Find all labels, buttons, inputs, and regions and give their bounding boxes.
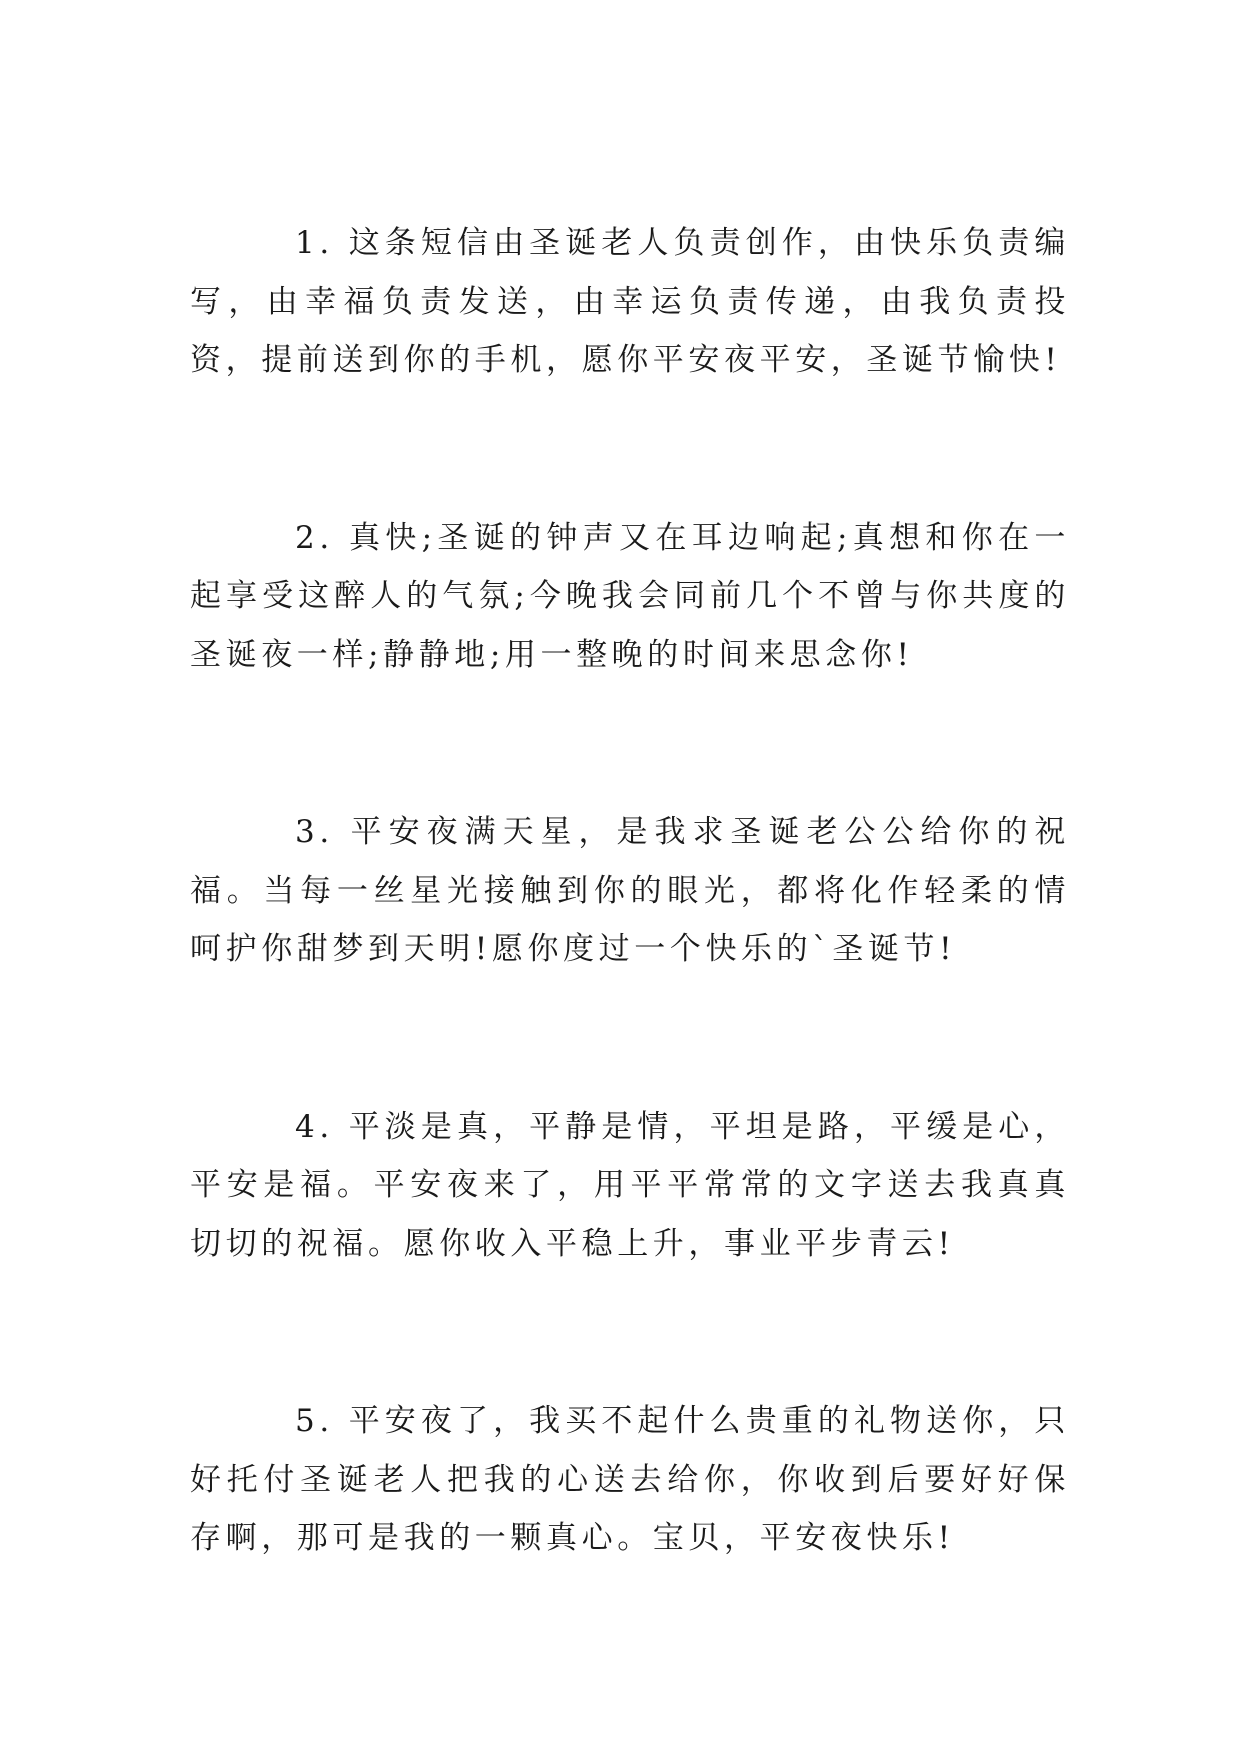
greeting-paragraph-1: 1. 这条短信由圣诞老人负责创作，由快乐负责编写，由幸福负责发送，由幸运负责传递，由我负责投资，提前送到你的手机，愿你平安夜平安，圣诞节愉快!	[190, 225, 1070, 378]
greeting-paragraph-5: 5. 平安夜了，我买不起什么贵重的礼物送你，只好托付圣诞老人把我的心送去给你，你收到后要好好保存啊，那可是我的一颗真心。宝贝，平安夜快乐!	[190, 1403, 1070, 1556]
greeting-paragraph-2: 2. 真快;圣诞的钟声又在耳边响起;真想和你在一起享受这醉人的气氛;今晚我会同前几个不曾与你共度的圣诞夜一样;静静地;用一整晚的时间来思念你!	[190, 519, 1070, 673]
greeting-paragraph-3: 3. 平安夜满天星，是我求圣诞老公公给你的祝福。当每一丝星光接触到你的眼光，都将化作轻柔的情呵护你甜梦到天明!愿你度过一个快乐的`圣诞节!	[190, 814, 1070, 967]
document-body	[190, 214, 1070, 1568]
greeting-paragraph-4: 4. 平淡是真，平静是情，平坦是路，平缓是心，平安是福。平安夜来了，用平平常常的文字送去我真真切切的祝福。愿你收入平稳上升，事业平步青云!	[190, 1108, 1070, 1262]
